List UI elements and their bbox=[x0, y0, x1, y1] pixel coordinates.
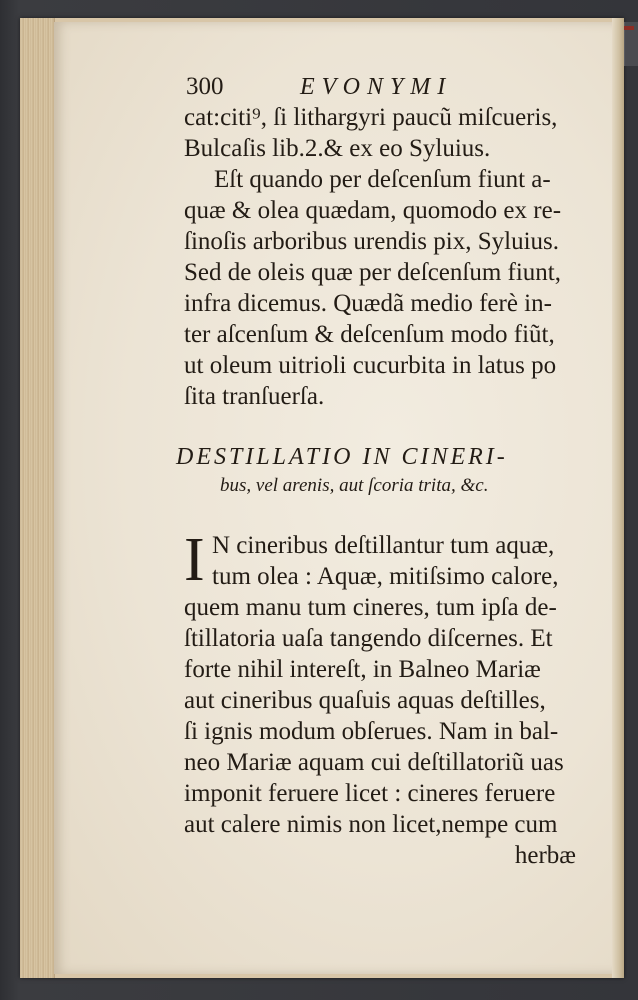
text-line: ſita tranſuerſa. bbox=[184, 383, 325, 410]
text-line: ſtillatoria uaſa tangendo diſcernes. Et bbox=[184, 625, 553, 652]
paragraph-continued bbox=[128, 102, 588, 164]
text-line: imponit feruere licet : cineres feruere bbox=[184, 780, 556, 807]
page-text bbox=[128, 72, 588, 871]
text-line: Bulcaſis lib.2.& ex eo Syluius. bbox=[184, 135, 491, 162]
text-line: Eſt quando per deſcenſum fiunt a- bbox=[214, 166, 551, 193]
body-paragraph bbox=[128, 526, 588, 871]
text-line: Sed de oleis quæ per deſcenſum fiunt, bbox=[184, 259, 562, 286]
section-heading: DESTILLATIO IN CINERI- bbox=[176, 444, 508, 470]
page-edges bbox=[20, 18, 55, 978]
paragraph bbox=[128, 164, 588, 412]
section-subheading: bus, vel arenis, aut ſcoria trita, &c. bbox=[220, 475, 489, 496]
text-line: ſinoſis arboribus urendis pix, Syluius. bbox=[184, 228, 559, 255]
running-head bbox=[128, 72, 588, 102]
text-line: infra dicemus. Quædã medio ferè in- bbox=[184, 290, 552, 317]
running-title: EVONYMI bbox=[300, 74, 453, 100]
text-line: cat:citi⁹, ſi lithargyri paucũ miſcueris, bbox=[184, 104, 558, 131]
text-line: ſi ignis modum obſerues. Nam in bal- bbox=[184, 718, 559, 745]
text-line: tum olea : Aquæ, mitiſsimo calore, bbox=[212, 563, 559, 590]
text-line: quem manu tum cineres, tum ipſa de- bbox=[184, 594, 557, 621]
drop-initial: I bbox=[184, 526, 205, 594]
text-line: ter aſcenſum & deſcenſum modo fiũt, bbox=[184, 321, 555, 348]
text-line: neo Mariæ aquam cui deſtillatoriũ uas bbox=[184, 749, 564, 776]
text-line: aut cineribus quaſuis aquas deſtilles, bbox=[184, 687, 546, 714]
text-line: N cineribus deſtillantur tum aquæ, bbox=[212, 532, 555, 559]
side-tab-marker bbox=[624, 26, 634, 30]
text-line: ut oleum uitrioli cucurbita in latus po bbox=[184, 352, 557, 379]
text-line: forte nihil intereſt, in Balneo Mariæ bbox=[184, 656, 541, 683]
page-number: 300 bbox=[186, 73, 224, 100]
text-line: aut calere nimis non licet,nempe cum bbox=[184, 811, 558, 838]
catchword: herbæ bbox=[514, 842, 576, 869]
text-line: quæ & olea quædam, quomodo ex re- bbox=[184, 197, 562, 224]
